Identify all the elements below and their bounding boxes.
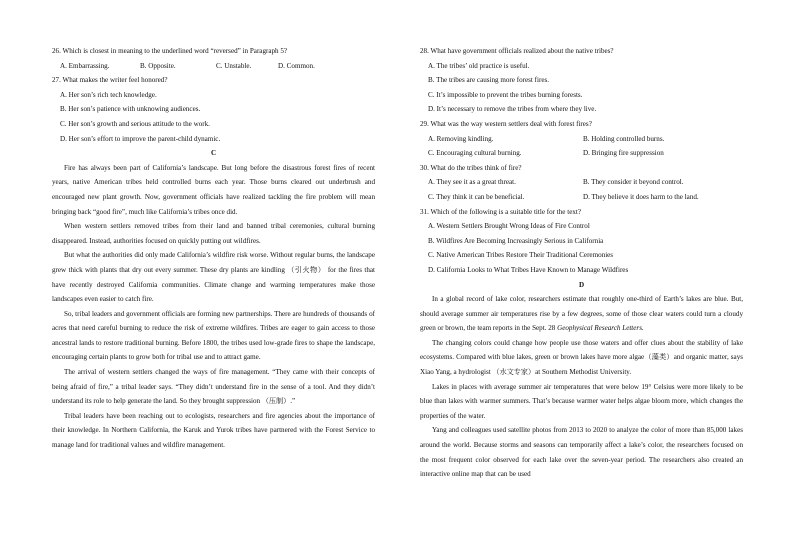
- option-30d: D. They believe it does harm to the land.: [583, 192, 699, 201]
- option-27b: B. Her son’s patience with unknowing audiences.: [60, 105, 201, 114]
- passage-c-paragraph: When western settlers removed tribes from their land and banned tribal ceremonies, cultural burning disappeared. Instead, authorities focused on quickly putting out wildfires.: [52, 222, 375, 245]
- option-28c: C. It’s impossible to prevent the tribes burning forests.: [428, 90, 583, 99]
- passage-c-paragraph: Tribal leaders have been reaching out to ecologists, researchers and fire agencies about the importance of their knowledge. In Northern California, the Karuk and Yurok tribes have partnered with the Forest Service to manage land for traditional values and wildfire management.: [52, 411, 375, 450]
- question-26: 26. Which is closest in meaning to the underlined word “reversed” in Paragraph 5?: [52, 47, 288, 55]
- question-29: 29. What was the way western settlers deal with forest fires?: [420, 119, 592, 128]
- option-27d: D. Her son’s effort to improve the parent-child dynamic.: [60, 134, 221, 143]
- section-c-heading: C: [210, 149, 217, 158]
- passage-d-paragraph-1: [420, 292, 743, 336]
- option-27a: A. Her son’s rich tech knowledge.: [60, 90, 157, 99]
- option-26d: D. Common.: [278, 61, 315, 70]
- question-26-options: [60, 59, 375, 74]
- option-27c: C. Her son’s growth and serious attitude to the work.: [60, 119, 210, 128]
- passage-c-paragraph: But what the authorities did only made California’s wildfire risk worse. Without regular burns, the landscape grew thick with plants that dry out every summer. These dry plants are kindling （引火物） for the fires that have recently destroyed California communities. Climate change and warming temperatures make those landscapes even easier to catch fire.: [52, 251, 375, 304]
- question-29-options: [428, 132, 743, 161]
- passage-d-paragraph: Yang and colleagues used satellite photos from 2013 to 2020 to analyze the color of more than 85,000 lakes around the world. Because storms and seasons can temporarily affect a lake’s color, the researchers focused on the most frequent color observed for each lake over the seven-year period. The researchers also created an interactive online map that can be used: [420, 426, 743, 479]
- option-29c: C. Encouraging cultural burning.: [428, 149, 522, 158]
- question-28: 28. What have government officials realized about the native tribes?: [420, 47, 614, 55]
- passage-d-paragraph: The changing colors could change how people use those waters and offer clues about the stability of lake ecosystems. Compared with blue lakes, green or brown lakes have more algae（藻类）and organic matter, says Xiao Yang, a hydrologist （水文专家）at Southern Methodist University.: [420, 338, 743, 377]
- option-29b: B. Holding controlled burns.: [583, 134, 665, 143]
- option-29a: A. Removing kindling.: [428, 134, 494, 143]
- passage-d-paragraph: Lakes in places with average summer air temperatures that were below 19° Celsius were more likely to be blue than lakes with warmer summers. That’s because warmer water helps algae bloom more, which changes the properties of the water.: [420, 382, 743, 420]
- option-26b: B. Opposite.: [140, 61, 176, 70]
- option-29d: D. Bringing fire suppression: [583, 149, 664, 158]
- option-28a: A. The tribes’ old practice is useful.: [428, 61, 530, 70]
- option-30b: B. They consider it beyond control.: [583, 178, 684, 187]
- journal-title: Geophysical Research Letters.: [557, 324, 644, 333]
- section-d-heading: D: [578, 280, 585, 289]
- left-column: [52, 44, 375, 453]
- option-30c: C. They think it can be beneficial.: [428, 192, 525, 201]
- option-31d: D. California Looks to What Tribes Have Known to Manage Wildfires: [428, 265, 629, 274]
- option-31a: A. Western Settlers Brought Wrong Ideas of Fire Control: [428, 222, 590, 231]
- option-26c: C. Unstable.: [216, 61, 252, 70]
- option-26a: A. Embarrassing.: [60, 61, 110, 70]
- option-30a: A. They see it as a great threat.: [428, 178, 516, 187]
- question-30-options: [428, 175, 743, 204]
- passage-c-paragraph: So, tribal leaders and government officials are forming new partnerships. There are hundreds of thousands of acres that need careful burning to reduce the risk of extreme wildfires. Tribes are eager to gain access to those ancestral lands to restore traditional burning. Before 1800, the tribes used low-grade fires to shape the landscape, encouraging certain plants to grow both for tribal use and to attract game.: [52, 309, 375, 362]
- passage-c-paragraph: The arrival of western settlers changed the ways of fire management. “They came with their concepts of being afraid of fire,” a tribal leader says. “They didn’t understand fire in the sense of a tool. And they didn’t understand its role to help generate the land. So they brought suppression （压制）.”: [52, 368, 375, 406]
- option-31b: B. Wildfires Are Becoming Increasingly Serious in California: [428, 236, 604, 245]
- option-28b: B. The tribes are causing more forest fires.: [428, 76, 550, 85]
- question-27: 27. What makes the writer feel honored?: [52, 76, 168, 85]
- right-column: [420, 44, 743, 482]
- passage-c-paragraph: Fire has always been part of California’s landscape. But long before the disastrous forest fires of recent years, native American tribes held controlled burns each year. Those burns cleared out underbrush and encouraged new plant growth. Now, government officials have realized tackling the fire problem will mean bringing back “good fire”, much like California’s tribes once did.: [52, 163, 375, 216]
- passage-d-text: In a global record of lake color, researchers estimate that roughly one-third of Earth’s lakes are blue. But, should average summer air temperatures rise by a few degrees, some of those clear waters could turn a cloudy green or brown, the team reports in the Sept. 28: [420, 295, 743, 333]
- option-31c: C. Native American Tribes Restore Their Traditional Ceremonies: [428, 251, 614, 260]
- option-28d: D. It’s necessary to remove the tribes from where they live.: [428, 105, 597, 114]
- question-31: 31. Which of the following is a suitable title for the text?: [420, 207, 582, 216]
- question-30: 30. What do the tribes think of fire?: [420, 163, 522, 172]
